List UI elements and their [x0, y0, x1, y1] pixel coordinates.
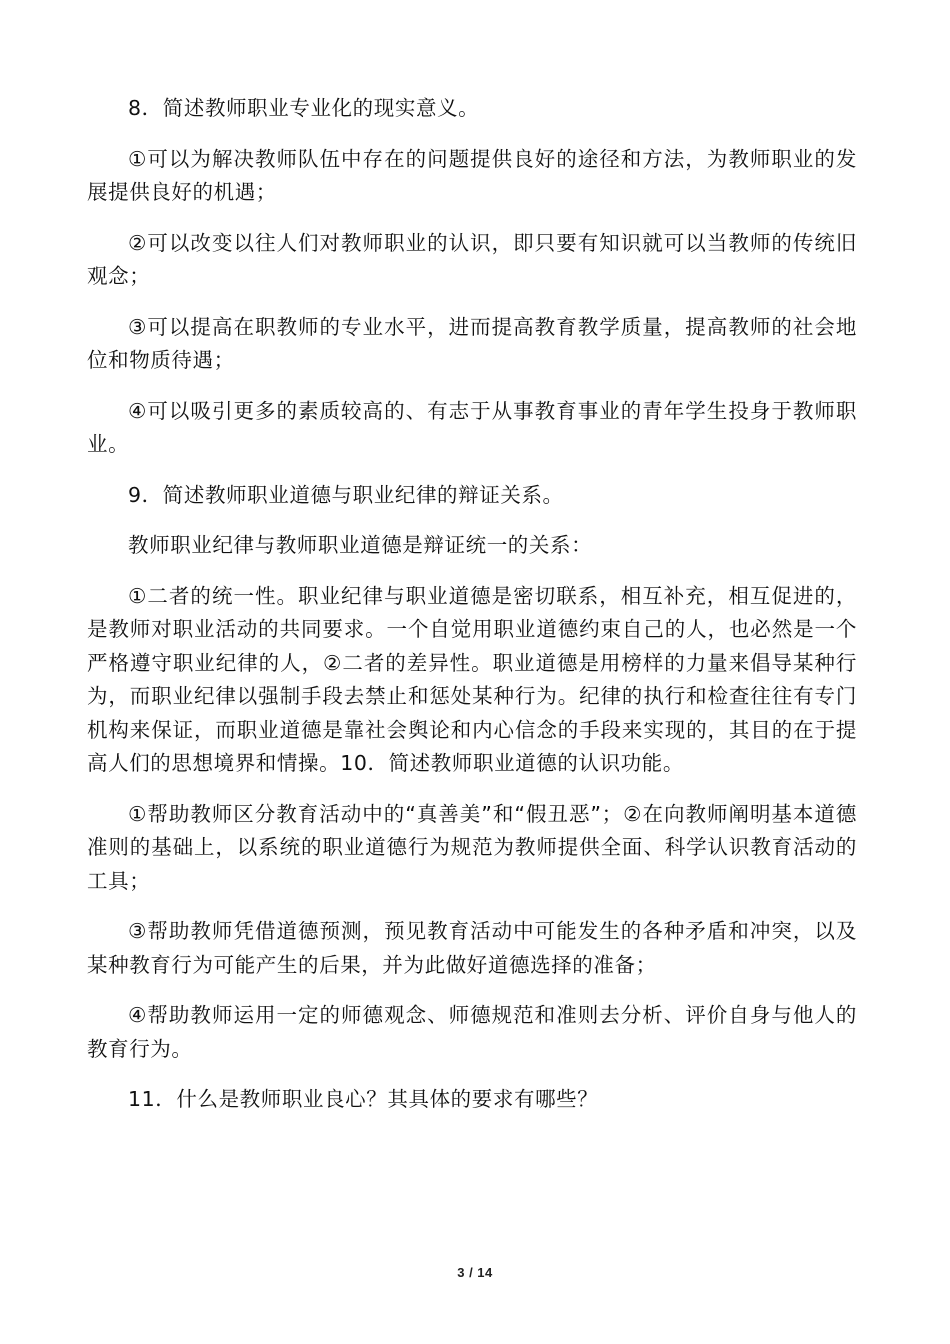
page-number: 3 / 14	[457, 1265, 493, 1280]
answer-8-point-1: ①可以为解决教师队伍中存在的问题提供良好的途径和方法，为教师职业的发展提供良好的机遇；	[87, 146, 857, 204]
answer-8-point-2: ②可以改变以往人们对教师职业的认识，即只要有知识就可以当教师的传统旧观念；	[87, 230, 857, 288]
answer-10-point-1-2: ①帮助教师区分教育活动中的“真善美”和“假丑恶”；②在向教师阐明基本道德准则的基础上，以系统的职业道德行为规范为教师提供全面、科学认识教育活动的工具；	[87, 801, 857, 893]
answer-8-point-4: ④可以吸引更多的素质较高的、有志于从事教育事业的青年学生投身于教师职业。	[87, 398, 857, 456]
answer-9-intro: 教师职业纪律与教师职业道德是辩证统一的关系：	[128, 533, 593, 557]
question-9-heading: 9．简述教师职业道德与职业纪律的辩证关系。	[128, 482, 564, 507]
question-8-heading: 8．简述教师职业专业化的现实意义。	[128, 96, 480, 120]
answer-10-point-4: ④帮助教师运用一定的师德观念、师德规范和准则去分析、评价自身与他人的教育行为。	[87, 1003, 857, 1061]
answer-9-body: ①二者的统一性。职业纪律与职业道德是密切联系，相互补充，相互促进的，是教师对职业活动的共同要求。一个自觉用职业道德约束自己的人，也必然是一个严格遵守职业纪律的人，②二者的差异性。职业道德是用榜样的力量来倡导某种行为，而职业纪律以强制手段去禁止和惩处某种行为。纪律的执行和检查往往有专门机构来保证，而职业道德是靠社会舆论和内心信念的手段来实现的，其目的在于提高人们的思想境界和情操。10．简述教师职业道德的认识功能。	[87, 583, 857, 775]
question-11-heading: 11．什么是教师职业良心？其具体的要求有哪些？	[128, 1087, 599, 1111]
answer-8-point-3: ③可以提高在职教师的专业水平，进而提高教育教学质量，提高教师的社会地位和物质待遇；	[87, 314, 857, 372]
document-body	[87, 92, 857, 1117]
answer-10-point-3: ③帮助教师凭借道德预测，预见教育活动中可能发生的各种矛盾和冲突，以及某种教育行为可能产生的后果，并为此做好道德选择的准备；	[87, 919, 857, 977]
